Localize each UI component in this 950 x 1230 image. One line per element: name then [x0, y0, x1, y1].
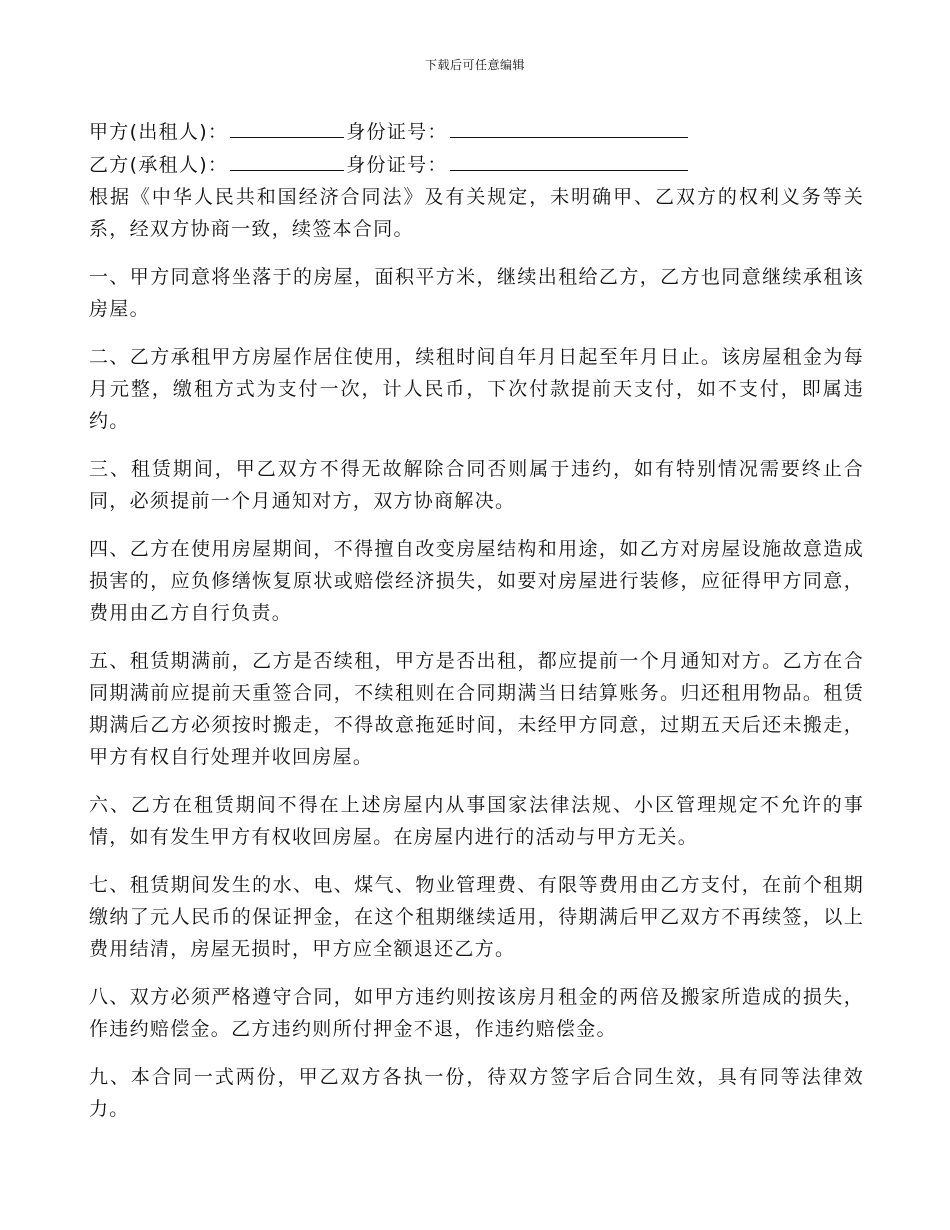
party-b-id-blank[interactable] [450, 148, 688, 171]
intro-paragraph: 根据《中华人民共和国经济合同法》及有关规定，未明确甲、乙双方的权利义务等关系，经双方协商一致，续签本合同。 [89, 186, 864, 240]
clause-5: 五、租赁期满前，乙方是否续租，甲方是否出租，都应提前一个月通知对方。乙方在合同期满前应提前天重签合同，不续租则在合同期满当日结算账务。归还租用物品。租赁期满后乙方必须按时搬走，不得故意拖延时间，未经甲方同意，过期五天后还未搬走，甲方有权自行处理并收回房屋。 [89, 650, 864, 768]
contract-body [89, 115, 864, 1141]
clause-2: 二、乙方承租甲方房屋作居住使用，续租时间自年月日起至年月日止。该房屋租金为每月元整，缴租方式为支付一次，计人民币，下次付款提前天支付，如不支付，即属违约。 [89, 346, 864, 432]
clause-3: 三、租赁期间，甲乙双方不得无故解除合同否则属于违约，如有特别情况需要终止合同，必须提前一个月通知对方，双方协商解决。 [89, 458, 864, 512]
party-a-id-label: 身份证号： [346, 121, 448, 143]
clause-7: 七、租赁期间发生的水、电、煤气、物业管理费、有限等费用由乙方支付，在前个租期缴纳了元人民币的保证押金，在这个租期继续适用，待期满后甲乙双方不再续签，以上费用结清，房屋无损时，甲方应全额退还乙方。 [89, 874, 864, 960]
party-a-name-blank[interactable] [230, 115, 344, 138]
clause-4: 四、乙方在使用房屋期间，不得擅自改变房屋结构和用途，如乙方对房屋设施故意造成损害的，应负修缮恢复原状或赔偿经济损失，如要对房屋进行装修，应征得甲方同意，费用由乙方自行负责。 [89, 538, 864, 624]
page-header: 下载后可任意编辑 [424, 58, 525, 72]
party-b-label: 乙方(承租人)： [89, 154, 229, 176]
party-b-name-blank[interactable] [230, 148, 344, 171]
clause-8: 八、双方必须严格遵守合同，如甲方违约则按该房月租金的两倍及搬家所造成的损失，作违约赔偿金。乙方违约则所付押金不退，作违约赔偿金。 [89, 986, 864, 1040]
party-b-id-label: 身份证号： [346, 154, 448, 176]
party-a-label: 甲方(出租人)： [89, 121, 229, 143]
clause-1: 一、甲方同意将坐落于的房屋，面积平方米，继续出租给乙方，乙方也同意继续承租该房屋。 [89, 266, 864, 320]
clause-9: 九、本合同一式两份，甲乙双方各执一份，待双方签字后合同生效，具有同等法律效力。 [89, 1066, 864, 1120]
party-a-id-blank[interactable] [450, 115, 688, 138]
clause-6: 六、乙方在租赁期间不得在上述房屋内从事国家法律法规、小区管理规定不允许的事情，如有发生甲方有权收回房屋。在房屋内进行的活动与甲方无关。 [89, 794, 864, 848]
party-a-line [89, 115, 864, 148]
party-b-line [89, 148, 864, 181]
